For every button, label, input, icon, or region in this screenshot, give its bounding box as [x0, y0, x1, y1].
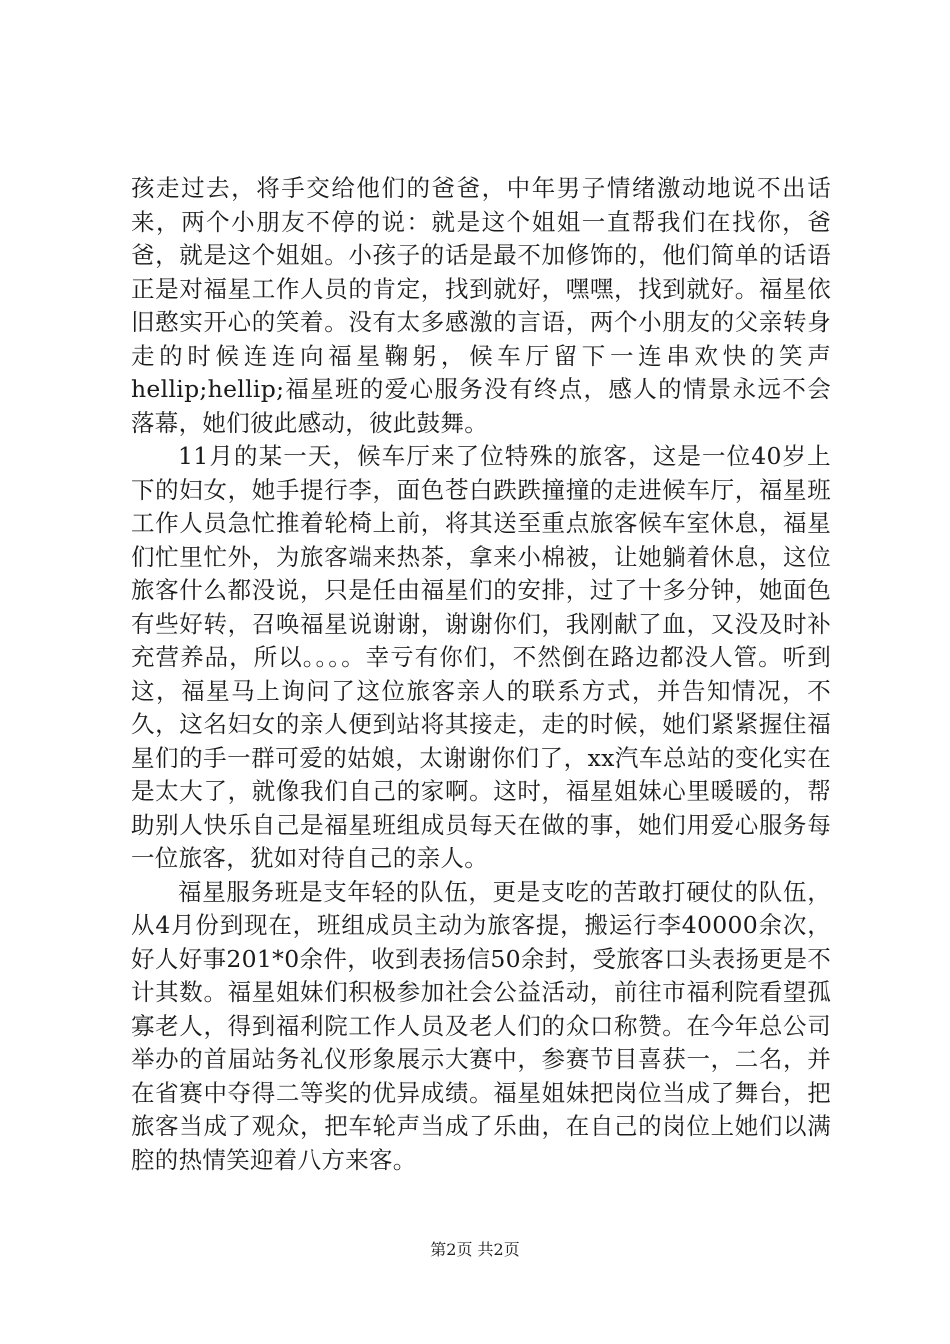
paragraph-2: 11月的某一天，候车厅来了位特殊的旅客，这是一位40岁上下的妇女，她手提行李，面色苍白跌跌撞撞的走进候车厅，福星班工作人员急忙推着轮椅上前，将其送至重点旅客候车室休息，福星们忙里忙外，为旅客端来热茶，拿来小棉被，让她躺着休息，这位旅客什么都没说，只是任由福星们的安排，过了十多分钟，她面色有些好转，召唤福星说谢谢，谢谢你们，我刚献了血，又没及时补充营养品，所以。。。。幸亏有你们，不然倒在路边都没人管。听到这，福星马上询问了这位旅客亲人的联系方式，并告知情况，不久，这名妇女的亲人便到站将其接走，走的时候，她们紧紧握住福星们的手一群可爱的姑娘，太谢谢你们了，xx汽车总站的变化实在是太大了，就像我们自己的家啊。这时，福星姐妹心里暖暖的，帮助别人快乐自己是福星班组成员每天在做的事，她们用爱心服务每一位旅客，犹如对待自己的亲人。 — [131, 442, 831, 872]
paragraph-1: 孩走过去，将手交给他们的爸爸，中年男子情绪激动地说不出话来，两个小朋友不停的说：就是这个姐姐一直帮我们在找你，爸爸，就是这个姐姐。小孩子的话是最不加修饰的，他们简单的话语正是对福星工作人员的肯定，找到就好，嘿嘿，找到就好。福星依旧憨实开心的笑着。没有太多感激的言语，两个小朋友的父亲转身走的时候连连向福星鞠躬，候车厅留下一连串欢快的笑声 hellip;hellip;福星班的爱心服务没有终点，感人的情景永远不会落幕，她们彼此感动，彼此鼓舞。 — [131, 174, 831, 437]
paragraph-3: 福星服务班是支年轻的队伍，更是支吃的苦敢打硬仗的队伍，从4月份到现在，班组成员主动为旅客提，搬运行李40000余次，好人好事201*0余件，收到表扬信50余封，受旅客口头表扬更是不计其数。福星姐妹们积极参加社会公益活动，前往市福利院看望孤寡老人，得到福利院工作人员及老人们的众口称赞。在今年总公司举办的首届站务礼仪形象展示大赛中，参赛节目喜获一，二名，并在省赛中夺得二等奖的优异成绩。福星姐妹把岗位当成了舞台，把旅客当成了观众，把车轮声当成了乐曲，在自己的岗位上她们以满腔的热情笑迎着八方来客。 — [131, 877, 831, 1174]
document-body — [131, 172, 831, 1177]
page-footer: 第2页 共2页 — [430, 1240, 520, 1259]
